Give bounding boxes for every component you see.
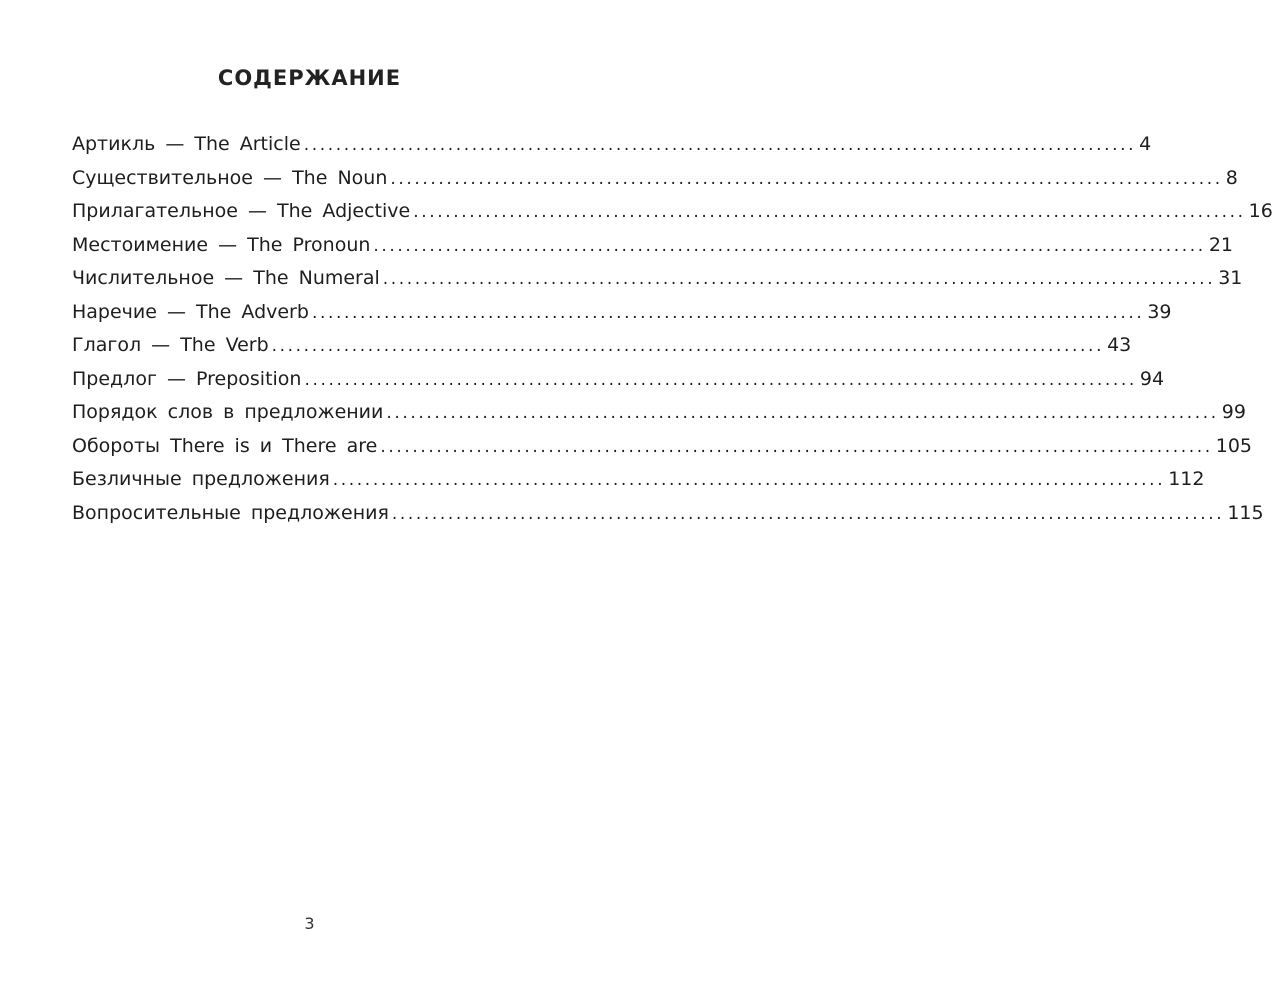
toc-entry-there-is — [72, 430, 1253, 464]
toc-entry-page: 21 — [1208, 233, 1233, 256]
toc-dot-leader: ........................................................................................................ — [271, 336, 1105, 356]
toc-entry-pronoun — [72, 229, 1233, 263]
toc-entry-label: Предлог — Preposition — [72, 367, 302, 390]
toc-entry-page: 94 — [1139, 367, 1165, 390]
toc-entry-page: 31 — [1218, 267, 1243, 289]
toc-dot-leader: ........................................................................................................ — [380, 436, 1213, 457]
toc-entry-impersonal — [72, 463, 1205, 497]
toc-entry-page: 8 — [1225, 166, 1238, 189]
toc-entry-label: Безличные предложения — [72, 468, 330, 490]
toc-dot-leader: ........................................................................................................ — [386, 403, 1219, 423]
toc-entry-page: 112 — [1168, 468, 1205, 490]
toc-entry-label: Глагол — The Verb — [72, 334, 269, 356]
toc-dot-leader: ........................................................................................................ — [332, 470, 1166, 490]
toc-dot-leader: ........................................................................................................ — [373, 235, 1206, 256]
toc-entry-page: 16 — [1248, 200, 1273, 222]
toc-entry-noun — [72, 162, 1238, 196]
toc-entry-label: Вопросительные предложения — [72, 501, 389, 524]
toc-entry-label: Артикль — The Article — [72, 133, 301, 155]
toc-entry-preposition — [72, 363, 1165, 397]
toc-entry-verb — [72, 329, 1132, 363]
toc-dot-leader: ........................................................................................................ — [382, 269, 1216, 289]
toc-entry-adjective — [72, 195, 1273, 229]
toc-entry-page: 4 — [1139, 133, 1152, 155]
toc-dot-leader: ........................................................................................................ — [413, 202, 1246, 222]
toc-dot-leader: ........................................................................................................ — [304, 369, 1137, 390]
toc-entry-page: 39 — [1147, 300, 1172, 323]
page-title: СОДЕРЖАНИЕ — [217, 66, 402, 90]
toc-entry-page: 99 — [1221, 401, 1246, 423]
toc-entry-page: 115 — [1227, 501, 1264, 524]
toc-entry-word-order — [72, 396, 1246, 430]
toc-entry-interrogative — [72, 497, 1264, 531]
toc-dot-leader: ........................................................................................................ — [390, 168, 1223, 189]
toc-entry-label: Числительное — The Numeral — [72, 267, 380, 289]
toc-entry-label: Прилагательное — The Adjective — [72, 200, 411, 222]
toc-dot-leader: ........................................................................................................ — [391, 503, 1225, 524]
toc-entry-page: 105 — [1215, 434, 1253, 457]
toc-entry-label: Обороты There is и There are — [72, 434, 378, 457]
toc-entry-numeral — [72, 262, 1243, 296]
toc-entry-label: Существительное — The Noun — [72, 166, 388, 189]
toc-entry-page: 43 — [1107, 334, 1132, 356]
toc-entry-label: Порядок слов в предложении — [72, 401, 384, 423]
toc-entry-article — [72, 128, 1152, 162]
toc-dot-leader: ........................................................................................................ — [311, 302, 1145, 323]
toc-entry-label: Местоимение — The Pronoun — [72, 233, 371, 256]
page-number: 3 — [304, 914, 315, 933]
toc-dot-leader: ........................................................................................................ — [303, 135, 1137, 155]
table-of-contents — [72, 128, 1273, 530]
toc-entry-label: Наречие — The Adverb — [72, 300, 309, 323]
toc-entry-adverb — [72, 296, 1172, 330]
